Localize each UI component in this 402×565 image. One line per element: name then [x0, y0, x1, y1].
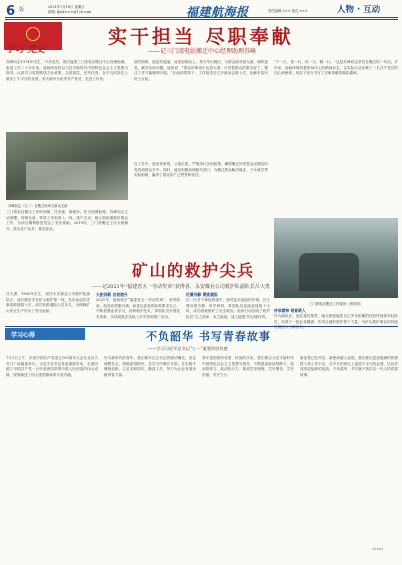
section-name: 人物 · 互动 — [337, 5, 381, 15]
article1-col2: 面对困难，他没有退缩，而是迎难而上，每天早出晚归，与群众面对面交流，倾听意见，解决实际问题。他常说：“群众的事再小也是大事，只有把群众的事办好了，搬迁工作才能顺利开展。”在他的带领下，工作组先后召开座谈会数十次，化解矛盾纠纷上百起。 — [134, 60, 268, 81]
article3-col1: 7月1日上午，庆祝中国共产党成立100周年大会在北京天安门广场隆重举行。习近平总书记发表重要讲话，全面回顾了中国共产党一百年来团结带领中国人民创造的伟大成就，深刻阐述了伟大建党精神的丰富内涵。 — [6, 356, 98, 377]
article3-col2: 作为新时代的青年，我们要牢记总书记的殷切嘱托，坚定理想信念，厚植爱国情怀，在学习中增长本领，在实践中锤炼品格，立足本职岗位，勤奋工作，努力为企业发展贡献青春力量。 — [104, 356, 196, 377]
article3-byline: （×××） — [370, 547, 386, 551]
article1-photo-caption: 苏峰同志（左二）在搬迁现场与群众交流 — [8, 204, 68, 208]
article2-subhead1: 大胆创新 自我提升 — [96, 292, 128, 297]
page-label: 版 — [19, 7, 25, 13]
article1-col3: 在工作中，他坚持原则，公道正派，严格执行各项政策，确保搬迁补偿资金足额及时发放到群众手中。同时，他还积极协调相关部门，为搬迁群众解决就业、子女就学等实际困难，赢得了群众的广泛赞誉和信任。 — [134, 162, 268, 178]
masthead: 福建航海报 — [186, 5, 249, 19]
article1-col1: 苏峰同志1974年出生，中共党员，现任福建三门湾电站搬迁中心经理助理。参加工作二十多年来，他始终坚持以习近平新时代中国特色社会主义思想为指导，认真学习党的路线方针政策，扎根基层，任劳任怨，在平凡的岗位上做出了不平凡的业绩，多次被评为优秀共产党员、先进工作者。 — [6, 60, 128, 81]
article1-col4: “干一行，爱一行，钻一行，精一行。”这是苏峰同志常挂在嘴边的一句话。多年来，他始终保持着昂扬向上的精神状态，以实际行动诠释了一名共产党员的初心和使命，用实干担当书写了尽职奉献的精彩篇章。 — [274, 60, 398, 76]
article2-col1: 吕大勇，1980年出生，现任永安煤业公司救护队副队长。他长期坚守在矿山救护第一线，先后参加各类事故救援数十次，成功营救遇险人员多名，为保障矿山安全生产作出了突出贡献。 — [6, 292, 90, 313]
article2-title: 矿山的救护尖兵 — [132, 261, 255, 280]
article1-col1b: 三门湾电站搬迁工作时间紧、任务重、困难多。作为经理助理，苏峰同志主动请缨，冲锋在前，带领工作组深入一线，逐户走访，耐心细致地做好群众工作，为项目顺利推进奠定了坚实基础。2019年，三门湾搬迁工作全面铺开，涉及住户众多，情况复杂。 — [6, 210, 128, 231]
contact-email: 邮箱: fjmk×××@126.com — [48, 10, 92, 14]
section-divider — [5, 326, 398, 327]
article1-photo-2 — [274, 218, 398, 298]
article1-photo2-caption: 三门湾电站搬迁工作现场（资料图） — [308, 302, 364, 306]
photo-detail-2 — [299, 253, 359, 291]
photo-detail — [26, 162, 96, 190]
article2-subhead3: 传承精神 培育新人 — [274, 308, 306, 313]
article2-col3: 在一次井下事故救援中，面对复杂危险的环境，吕大勇沉着冷静，科学研判，带领队员连续奋战数十小时，成功将被困矿工安全救出。他用行动证明了救护队员“召之即来、来之能战、战之能胜”的过硬作风。 — [186, 298, 270, 319]
section-label: 学习心得 — [5, 328, 85, 340]
article1-photo — [6, 132, 128, 200]
article3-col3: 青年是国家的希望，民族的未来。我们要以习近平新时代中国特色社会主义思想为指导，不断提高政治判断力、政治领悟力、政治执行力，做到学史明理、学史增信、学史崇德、学史力行。 — [202, 356, 294, 377]
issue-date: 2021年7月18日 星期日 — [48, 5, 85, 9]
article1-title: 实干担当 尽职奉献 — [108, 26, 294, 48]
article3-col4: 新征程已经开启，新使命催人奋进。我们要以更加饱满的热情投入到工作中去，在平凡的岗位上创造不平凡的业绩，以优异成绩迎接新的挑战，不负韶华，书写属于我们这一代人的青春故事。 — [300, 356, 398, 377]
header-rule-thin — [5, 19, 398, 20]
page-number: 6 — [6, 4, 16, 19]
article2-subtitle: ——记2021年“福建省五一劳动奖章”获得者、永安煤业公司救护队副队长吕大勇 — [92, 284, 270, 290]
header-rule — [5, 17, 398, 18]
article3-title: 不负韶华 书写青春故事 — [146, 330, 271, 343]
calligraphy-badge: 学习 党史 — [6, 45, 46, 55]
editor-credit: 责任编辑:××× 版式:××× — [268, 9, 308, 13]
emblem-icon — [26, 27, 40, 41]
article2-subhead2: 沉着冷静 勇挑重担 — [186, 292, 218, 297]
article2-col2: 2021年，他被授予“福建省五一劳动奖章”。荣誉面前，他没有骄傲自满，而是以更高的标准要求自己，不断加强业务学习，钻研救护技术，带领队员开展技术革新，多项成果在实际工作中得到推广应用。 — [96, 298, 180, 319]
article2-col4: 作为副队长，他注重传帮带，毫无保留地将自己多年积累的经验传授给年轻队员，培养了一批业务精湛、作风过硬的救护骨干力量，为矿山救护事业的持续发展注入了新活力。 — [274, 314, 398, 330]
article1-subtitle: ——记三门湾电站搬迁中心经理助理苏峰 — [148, 48, 257, 55]
article3-subtitle: ——学习习近平总书记“七一”重要讲话有感 — [148, 346, 228, 351]
